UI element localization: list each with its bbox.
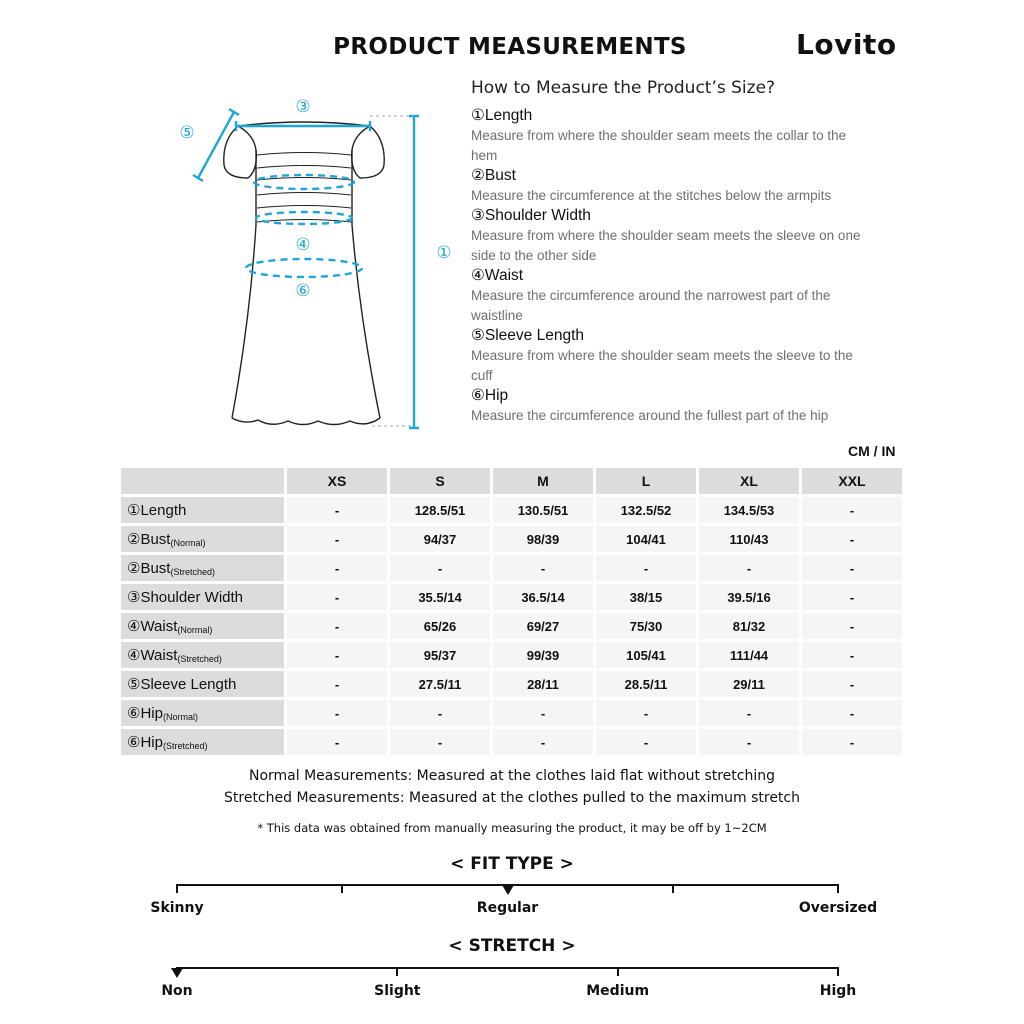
table-cell: 130.5/51	[493, 497, 593, 523]
table-row	[121, 526, 902, 552]
table-row	[121, 671, 902, 697]
table-cell: -	[596, 729, 696, 755]
stretch-scale-line	[177, 967, 838, 969]
table-cell: -	[802, 555, 902, 581]
row-qualifier: (Normal)	[177, 625, 213, 635]
table-cell: -	[802, 642, 902, 668]
stretch-selected-marker	[171, 968, 183, 978]
page-title: PRODUCT MEASUREMENTS	[333, 34, 687, 60]
measure-guide	[471, 106, 871, 426]
table-cell: -	[390, 700, 490, 726]
size-header-l: L	[596, 468, 696, 494]
table-cell: -	[287, 555, 387, 581]
row-qualifier: (Stretched)	[170, 567, 215, 577]
table-cell: -	[699, 729, 799, 755]
fit-type-tick	[341, 884, 343, 893]
row-name: Shoulder Width	[140, 589, 244, 606]
guide-item-bust	[471, 166, 871, 206]
row-name: Waist	[140, 618, 178, 635]
table-cell: 104/41	[596, 526, 696, 552]
table-cell: 105/41	[596, 642, 696, 668]
table-header-row	[121, 468, 902, 494]
guide-item-sleeve-length	[471, 326, 871, 386]
table-cell: -	[493, 700, 593, 726]
fit-type-tick	[672, 884, 674, 893]
table-cell: 99/39	[493, 642, 593, 668]
note-stretched: Stretched Measurements: Measured at the clothes pulled to the maximum stretch	[224, 790, 800, 806]
note-normal: Normal Measurements: Measured at the clothes laid flat without stretching	[249, 768, 775, 784]
table-row	[121, 700, 902, 726]
guide-label: ③Shoulder Width	[471, 207, 591, 224]
table-cell: 75/30	[596, 613, 696, 639]
table-cell: -	[802, 700, 902, 726]
row-qualifier: (Normal)	[162, 712, 198, 722]
stretch-label-medium: Medium	[586, 983, 650, 999]
row-number: ⑥	[127, 734, 141, 751]
row-label	[121, 642, 284, 668]
row-label	[121, 555, 284, 581]
marker-3: ③	[295, 97, 311, 117]
unit-label: CM / IN	[848, 443, 896, 459]
table-cell: 110/43	[699, 526, 799, 552]
guide-desc: Measure the circumference around the narrowest part of the waistline	[471, 288, 831, 323]
stretch-label-high: High	[819, 983, 857, 999]
size-header-xl: XL	[699, 468, 799, 494]
row-name: Waist	[140, 647, 178, 664]
table-cell: 36.5/14	[493, 584, 593, 610]
table-row	[121, 729, 902, 755]
table-row	[121, 642, 902, 668]
guide-label: ②Bust	[471, 167, 516, 184]
row-number: ⑤	[127, 676, 141, 693]
table-cell: -	[493, 729, 593, 755]
disclaimer: * This data was obtained from manually measuring the product, it may be off by 1~2CM	[257, 821, 767, 835]
table-cell: -	[802, 729, 902, 755]
guide-item-shoulder-width	[471, 206, 871, 266]
row-number: ③	[127, 589, 141, 606]
table-cell: -	[596, 555, 696, 581]
fit-type-label-skinny: Skinny	[150, 900, 204, 916]
table-cell: -	[390, 555, 490, 581]
table-cell: -	[699, 555, 799, 581]
guide-label: ④Waist	[471, 267, 524, 284]
guide-item-length	[471, 106, 871, 166]
guide-label: ①Length	[471, 107, 533, 124]
fit-type-label-oversized: Oversized	[798, 900, 878, 916]
stretch-label-slight: Slight	[374, 983, 421, 999]
brand-logo: Lovito	[796, 28, 897, 61]
table-cell: 35.5/14	[390, 584, 490, 610]
row-label	[121, 700, 284, 726]
marker-6: ⑥	[295, 281, 311, 301]
row-name: Hip	[140, 705, 163, 722]
table-cell: -	[802, 526, 902, 552]
stretch-tick	[617, 967, 619, 976]
table-row	[121, 584, 902, 610]
table-cell: 98/39	[493, 526, 593, 552]
table-corner-cell	[121, 468, 284, 494]
table-cell: 111/44	[699, 642, 799, 668]
row-qualifier: (Normal)	[170, 538, 206, 548]
table-cell: -	[699, 700, 799, 726]
row-number: ④	[127, 618, 141, 635]
guide-desc: Measure from where the shoulder seam meets the sleeve to the cuff	[471, 348, 853, 383]
row-name: Length	[140, 502, 187, 519]
table-cell: -	[287, 497, 387, 523]
table-cell: -	[287, 613, 387, 639]
row-qualifier: (Stretched)	[177, 654, 222, 664]
row-name: Bust	[140, 560, 171, 577]
table-cell: -	[287, 671, 387, 697]
guide-item-hip	[471, 386, 871, 426]
fit-type-label-regular: Regular	[476, 900, 539, 916]
table-cell: 65/26	[390, 613, 490, 639]
fit-type-tick	[837, 884, 839, 893]
table-cell: -	[390, 729, 490, 755]
table-cell: -	[287, 526, 387, 552]
marker-4: ④	[295, 235, 311, 255]
table-cell: -	[287, 700, 387, 726]
size-header-xs: XS	[287, 468, 387, 494]
stretch-tick	[396, 967, 398, 976]
table-cell: -	[287, 642, 387, 668]
table-cell: -	[802, 613, 902, 639]
guide-label: ⑤Sleeve Length	[471, 327, 585, 344]
row-number: ⑥	[127, 705, 141, 722]
table-cell: 27.5/11	[390, 671, 490, 697]
table-cell: 29/11	[699, 671, 799, 697]
fit-type-tick	[176, 884, 178, 893]
marker-1: ①	[436, 243, 452, 263]
table-cell: 95/37	[390, 642, 490, 668]
row-label	[121, 584, 284, 610]
row-name: Bust	[140, 531, 171, 548]
row-qualifier: (Stretched)	[162, 741, 208, 751]
table-cell: 81/32	[699, 613, 799, 639]
size-header-s: S	[390, 468, 490, 494]
row-label	[121, 671, 284, 697]
row-number: ①	[127, 502, 141, 519]
table-row	[121, 555, 902, 581]
guide-item-waist	[471, 266, 871, 326]
row-number: ②	[127, 560, 141, 577]
fit-type-title: < FIT TYPE >	[450, 854, 574, 874]
table-cell: -	[287, 729, 387, 755]
row-number: ②	[127, 531, 141, 548]
row-name: Sleeve Length	[140, 676, 237, 693]
guide-desc: Measure from where the shoulder seam meets the collar to the hem	[471, 128, 847, 163]
table-cell: 132.5/52	[596, 497, 696, 523]
marker-5: ⑤	[179, 123, 195, 143]
row-label	[121, 729, 284, 755]
table-cell: 28/11	[493, 671, 593, 697]
guide-desc: Measure the circumference around the fullest part of the hip	[471, 408, 829, 423]
table-row	[121, 497, 902, 523]
table-cell: 28.5/11	[596, 671, 696, 697]
table-cell: 38/15	[596, 584, 696, 610]
table-cell: -	[802, 497, 902, 523]
row-number: ④	[127, 647, 141, 664]
table-cell: 94/37	[390, 526, 490, 552]
table-row	[121, 613, 902, 639]
guide-desc: Measure the circumference at the stitches below the armpits	[471, 188, 832, 203]
stretch-title: < STRETCH >	[448, 936, 576, 956]
table-cell: 69/27	[493, 613, 593, 639]
table-cell: -	[596, 700, 696, 726]
row-name: Hip	[140, 734, 163, 751]
guide-label: ⑥Hip	[471, 387, 509, 404]
row-label	[121, 526, 284, 552]
stretch-label-non: Non	[161, 983, 193, 999]
table-cell: 134.5/53	[699, 497, 799, 523]
row-label	[121, 613, 284, 639]
table-cell: 128.5/51	[390, 497, 490, 523]
fit-type-selected-marker	[502, 885, 514, 895]
table-cell: -	[802, 671, 902, 697]
table-cell: -	[287, 584, 387, 610]
guide-heading: How to Measure the Product’s Size?	[471, 78, 776, 98]
size-header-xxl: XXL	[802, 468, 902, 494]
size-header-m: M	[493, 468, 593, 494]
table-cell: 39.5/16	[699, 584, 799, 610]
stretch-tick	[837, 967, 839, 976]
table-cell: -	[493, 555, 593, 581]
row-label	[121, 497, 284, 523]
dress-diagram	[170, 90, 470, 440]
table-cell: -	[802, 584, 902, 610]
size-table	[118, 465, 905, 758]
guide-desc: Measure from where the shoulder seam meets the sleeve on one side to the other side	[471, 228, 861, 263]
